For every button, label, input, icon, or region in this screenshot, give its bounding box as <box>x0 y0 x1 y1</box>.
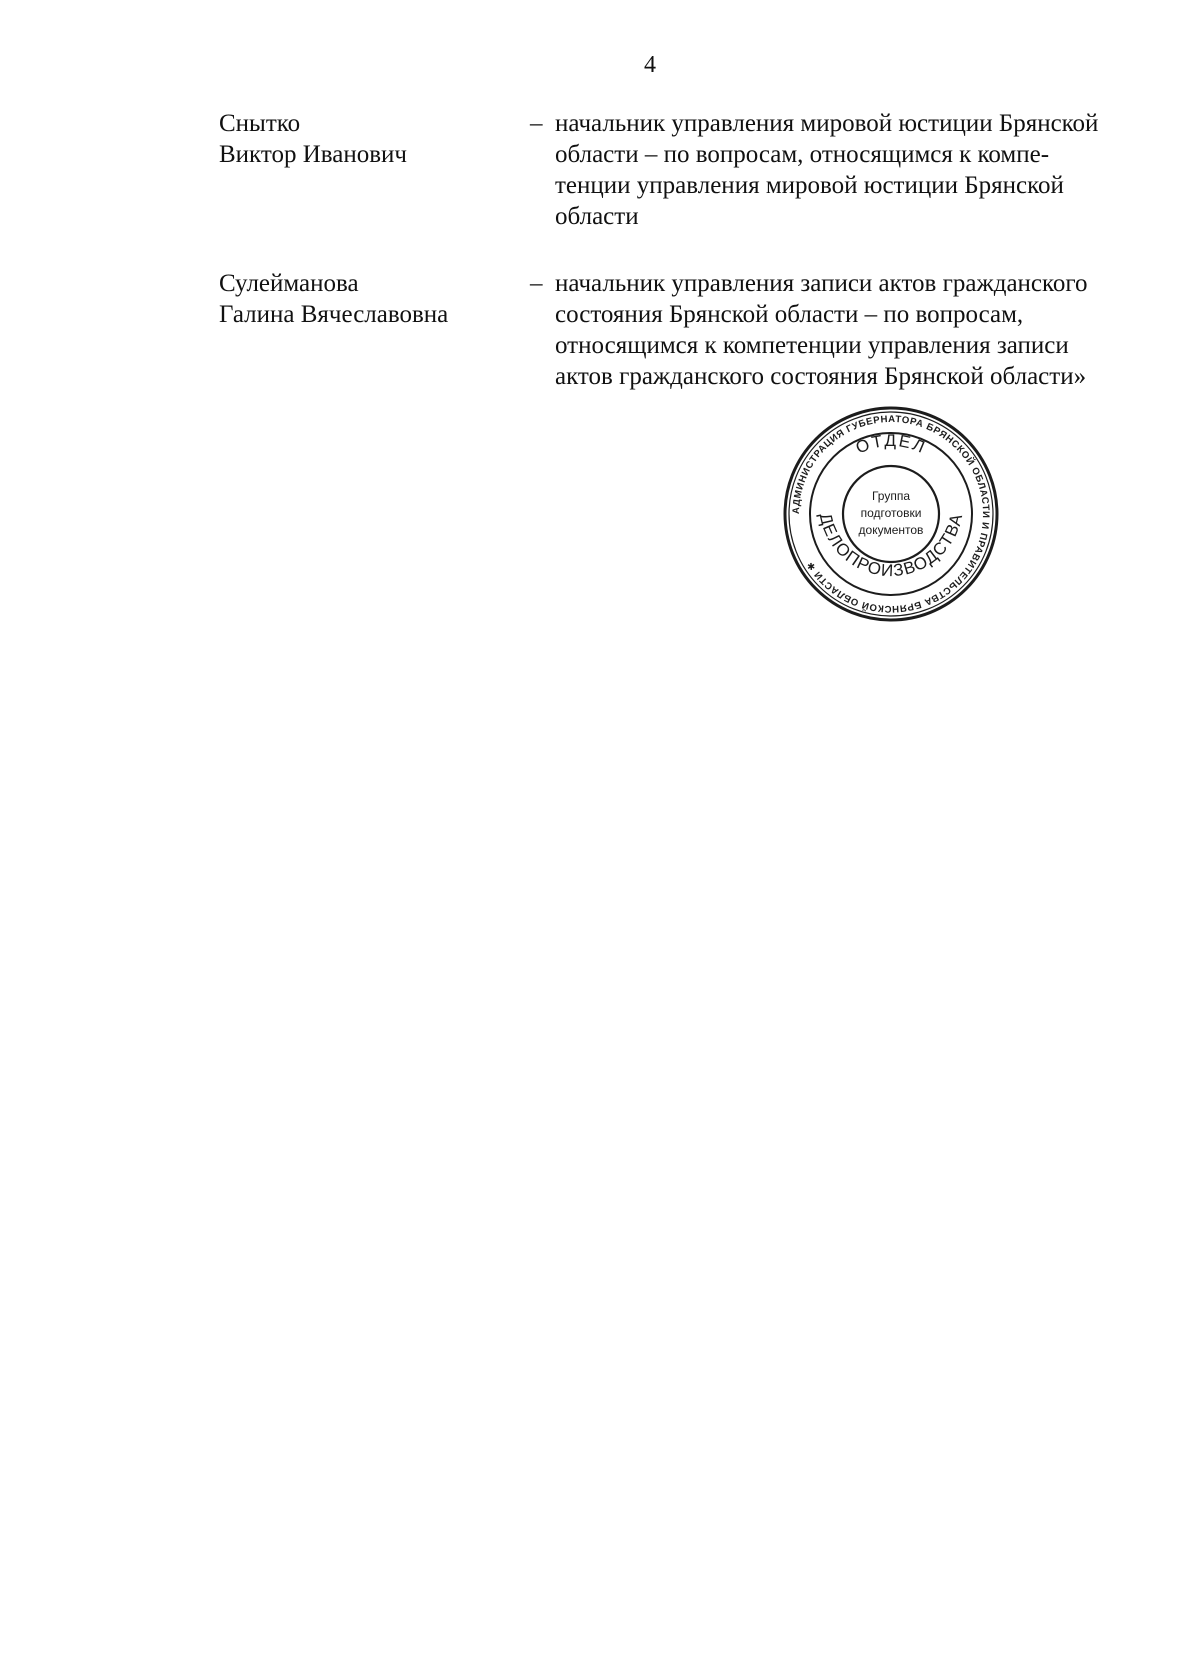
first-middle-name: Виктор Иванович <box>219 141 407 168</box>
stamp-center-line: Группа <box>871 489 911 503</box>
description-line: состояния Брянской области – по вопросам, <box>555 301 1024 328</box>
stamp-center-line: подготовки <box>860 506 922 520</box>
first-middle-name: Галина Вячеславовна <box>219 301 449 328</box>
stamp-middle-top-text: ОТДЕЛ <box>853 430 930 458</box>
description-line: области <box>555 203 639 230</box>
last-name: Снытко <box>219 110 301 137</box>
last-name: Сулейманова <box>219 270 359 297</box>
description-line: тенции управления мировой юстиции Брянской <box>555 172 1064 199</box>
description-line: относящимся к компетенции управления записи <box>555 332 1069 359</box>
position-description <box>555 268 1155 392</box>
stamp-seal-icon <box>781 404 1001 624</box>
person-name <box>219 268 509 330</box>
description-line: начальник управления записи актов гражданского <box>555 270 1088 297</box>
description-line: области – по вопросам, относящимся к компе- <box>555 141 1050 168</box>
official-stamp <box>781 404 1001 624</box>
description-line: начальник управления мировой юстиции Брянской <box>555 110 1099 137</box>
stamp-center-line: документов <box>858 523 924 537</box>
description-line: актов гражданского состояния Брянской области» <box>555 363 1087 390</box>
stamp-middle-text: ДЕЛОПРОИЗВОДСТВА <box>815 511 967 581</box>
person-name <box>219 108 509 170</box>
dash-separator: – <box>530 270 543 297</box>
dash-separator: – <box>530 110 543 137</box>
page-number: 4 <box>644 52 656 78</box>
position-description <box>555 108 1155 232</box>
stamp-outer-text: АДМИНИСТРАЦИЯ ГУБЕРНАТОРА БРЯНСКОЙ ОБЛАСТИ И ПРАВИТЕЛЬСТВА БРЯНСКОЙ ОБЛАСТИ ✱ <box>790 413 992 615</box>
